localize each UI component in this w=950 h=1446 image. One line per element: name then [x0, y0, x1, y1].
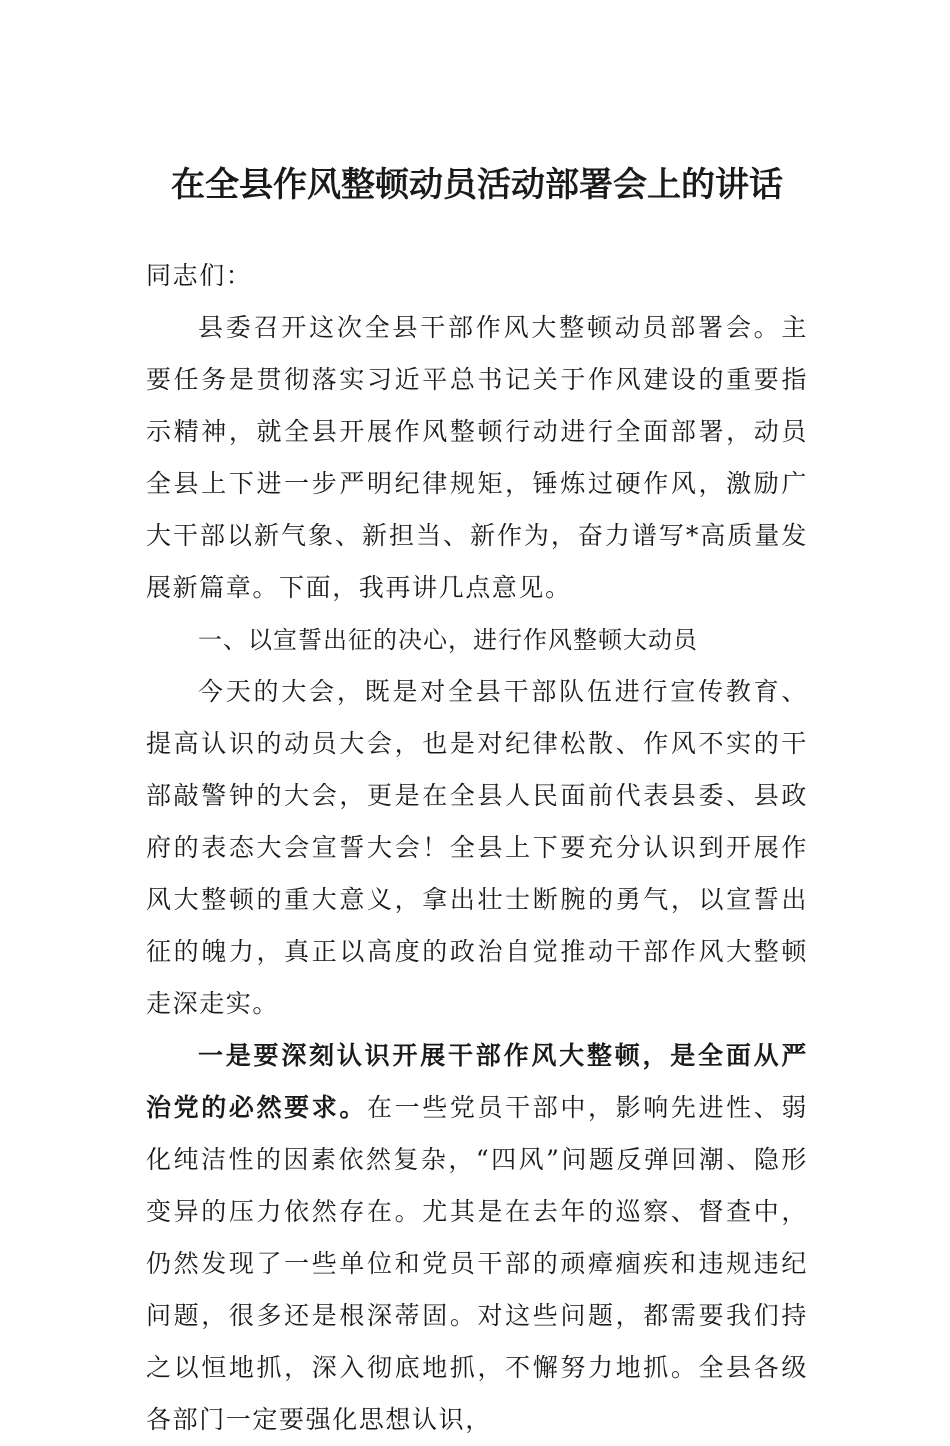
document-page [146, 160, 808, 1446]
paragraph-point-one-body: 在一些党员干部中，影响先进性、弱化纯洁性的因素依然复杂，“四风”问题反弹回潮、隐形变异的压力依然存在。尤其是在去年的巡察、督查中，仍然发现了一些单位和党员干部的顽瘴痼疾和违规违纪问题，很多还是根深蒂固。对这些问题，都需要我们持之以恒地抓，深入彻底地抓，不懈努力地抓。全县各级各部门一定要强化思想认识， [146, 1093, 808, 1434]
paragraph-intro: 县委召开这次全县干部作风大整顿动员部署会。主要任务是贯彻落实习近平总书记关于作风建设的重要指示精神，就全县开展作风整顿行动进行全面部署，动员全县上下进一步严明纪律规矩，锤炼过硬作风，激励广大干部以新气象、新担当、新作为，奋力谱写*高质量发展新篇章。下面，我再讲几点意见。 [146, 313, 808, 602]
paragraph-point-one-lead: 一是要深刻认识开展干部作风大整顿，是全面从严治党的必然要求。 [146, 1041, 808, 1122]
section-heading-1: 一、以宣誓出征的决心，进行作风整顿大动员 [198, 626, 698, 654]
paragraph-mobilization: 今天的大会，既是对全县干部队伍进行宣传教育、提高认识的动员大会，也是对纪律松散、作风不实的干部敲警钟的大会，更是在全县人民面前代表县委、县政府的表态大会宣誓大会！全县上下要充分认识到开展作风大整顿的重大意义，拿出壮士断腕的勇气，以宣誓出征的魄力，真正以高度的政治自觉推动干部作风大整顿走深走实。 [146, 677, 808, 1018]
salutation: 同志们： [146, 261, 253, 290]
paragraph-point-one [146, 1030, 808, 1446]
document-title: 在全县作风整顿动员活动部署会上的讲话 [171, 165, 783, 205]
